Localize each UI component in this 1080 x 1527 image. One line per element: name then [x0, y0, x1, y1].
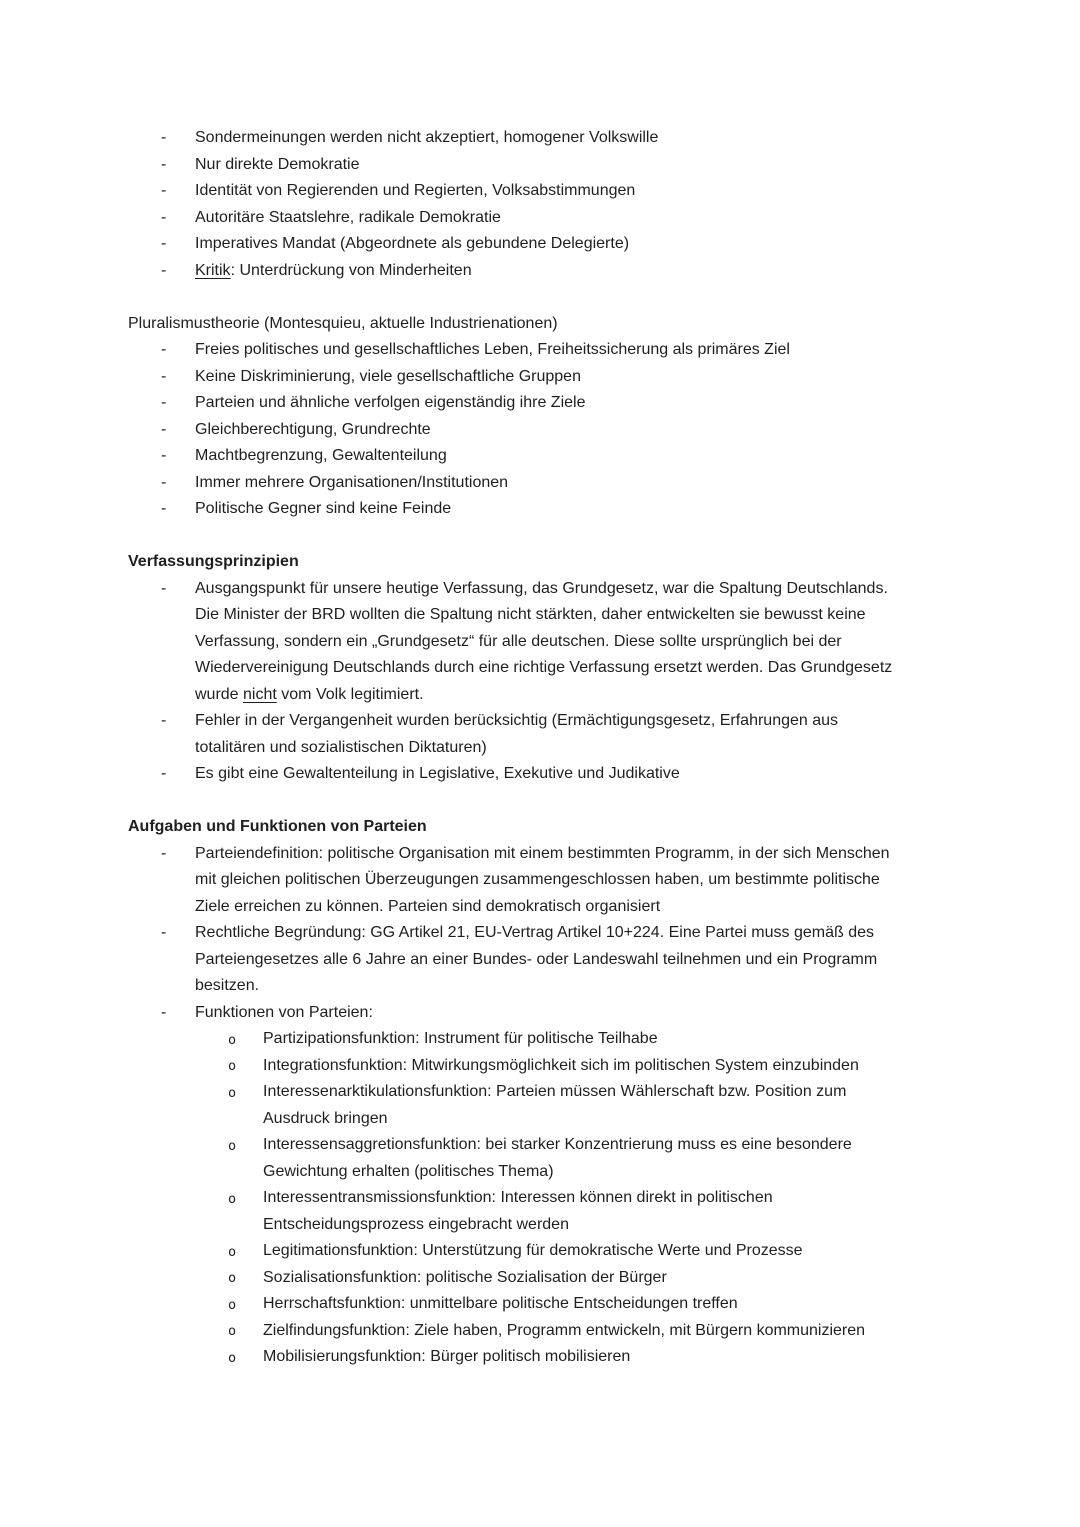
list-item	[128, 576, 898, 709]
dash-bullet-icon: -	[161, 447, 167, 464]
list-item-text	[195, 712, 838, 756]
list-item-text	[263, 1242, 803, 1259]
text-run: Interessenarktikulationsfunktion: Parteien müssen Wählerschaft bzw. Position zum Ausdruck bringen	[263, 1083, 847, 1127]
circle-bullet-icon: o	[228, 1270, 237, 1286]
text-run: Autoritäre Staatslehre, radikale Demokratie	[195, 208, 501, 226]
list-item-text	[263, 1269, 667, 1286]
list-item-text	[263, 1322, 865, 1339]
circle-bullet-icon: o	[228, 1323, 237, 1339]
list-item	[128, 231, 898, 258]
list-item-text	[195, 368, 581, 385]
list-item	[128, 1079, 886, 1132]
dash-bullet-icon: -	[161, 261, 167, 279]
list-item	[128, 1238, 886, 1265]
list-item	[128, 920, 898, 1000]
dash-bullet-icon: -	[161, 924, 167, 941]
bullet-list-level-1	[128, 841, 940, 1027]
text-run: Freies politisches und gesellschaftliches Leben, Freiheitssicherung als primäres Ziel	[195, 341, 790, 358]
dash-bullet-icon: -	[161, 367, 167, 385]
list-item-text	[195, 924, 877, 994]
text-run: Immer mehrere Organisationen/Institutionen	[195, 473, 509, 491]
bullet-list-level-2	[128, 1026, 940, 1371]
text-run: Sozialisationsfunktion: politische Sozialisation der Bürger	[263, 1268, 667, 1286]
list-item	[128, 205, 898, 232]
list-item-text	[195, 447, 447, 464]
list-item	[128, 708, 898, 761]
text-run: vom Volk legitimiert.	[276, 685, 424, 703]
list-item	[128, 443, 898, 470]
dash-bullet-icon: -	[161, 473, 167, 491]
dash-bullet-icon: -	[161, 182, 167, 199]
list-item	[128, 496, 898, 523]
list-item	[128, 364, 898, 391]
document-content	[128, 125, 940, 1371]
text-run: : Unterdrückung von Minderheiten	[230, 261, 472, 279]
text-run: Legitimationsfunktion: Unterstützung für demokratische Werte und Prozesse	[263, 1242, 803, 1259]
text-run: Mobilisierungsfunktion: Bürger politisch mobilisieren	[263, 1348, 631, 1365]
dash-bullet-icon: -	[161, 579, 167, 597]
circle-bullet-icon: o	[228, 1349, 237, 1366]
bullet-list-level-1	[128, 125, 940, 284]
text-run: Keine Diskriminierung, viele gesellschaftliche Gruppen	[195, 367, 581, 385]
circle-bullet-icon: o	[228, 1243, 237, 1260]
list-item-text	[195, 235, 629, 252]
text-run: Funktionen von Parteien:	[195, 1003, 373, 1021]
heading-text: Aufgaben und Funktionen von Parteien	[128, 818, 427, 835]
text-run: Nur direkte Demokratie	[195, 155, 360, 173]
list-item	[128, 1132, 886, 1185]
list-item	[128, 152, 898, 179]
dash-bullet-icon: -	[161, 155, 167, 173]
dash-bullet-icon: -	[161, 420, 167, 438]
dash-bullet-icon: -	[161, 765, 167, 782]
dash-bullet-icon: -	[161, 341, 167, 358]
list-item	[128, 1344, 886, 1371]
circle-bullet-icon: o	[228, 1084, 237, 1101]
underlined-text: Kritik	[195, 261, 231, 279]
list-item	[128, 258, 898, 285]
list-item	[128, 390, 898, 417]
heading-text: Pluralismustheorie (Montesquieu, aktuelle Industrienationen)	[128, 314, 558, 332]
heading-text: Verfassungsprinzipien	[128, 553, 299, 570]
list-item-text	[195, 580, 892, 703]
list-item-text	[263, 1083, 846, 1127]
circle-bullet-icon: o	[228, 1137, 237, 1154]
list-item-text	[195, 421, 431, 438]
underlined-text: nicht	[243, 685, 277, 703]
section-heading	[128, 814, 940, 841]
list-item	[128, 1053, 886, 1080]
bullet-list-level-1	[128, 576, 940, 788]
list-item	[128, 470, 898, 497]
list-item-text	[263, 1348, 630, 1365]
list-item-text	[195, 341, 790, 358]
list-item-text	[195, 474, 508, 491]
list-item-text	[195, 1004, 373, 1021]
dash-bullet-icon: -	[161, 1003, 167, 1021]
text-run: Fehler in der Vergangenheit wurden berücksichtig (Ermächtigungsgesetz, Erfahrungen aus totalitären und sozialistischen Diktaturen)	[195, 712, 839, 756]
text-run: Sondermeinungen werden nicht akzeptiert, homogener Volkswille	[195, 129, 659, 146]
text-run: Machtbegrenzung, Gewaltenteilung	[195, 447, 447, 464]
list-item-text	[263, 1030, 658, 1047]
list-item	[128, 1026, 886, 1053]
circle-bullet-icon: o	[228, 1190, 237, 1207]
list-item-text	[263, 1295, 738, 1312]
list-item	[128, 1291, 886, 1318]
list-item	[128, 417, 898, 444]
text-run: Integrationsfunktion: Mitwirkungsmöglichkeit sich im politischen System einzubinden	[263, 1056, 859, 1074]
dash-bullet-icon: -	[161, 235, 167, 252]
dash-bullet-icon: -	[161, 129, 167, 146]
text-run: Herrschaftsfunktion: unmittelbare politische Entscheidungen treffen	[263, 1295, 738, 1312]
list-item	[128, 1185, 886, 1238]
list-item	[128, 761, 898, 788]
text-run: Es gibt eine Gewaltenteilung in Legislative, Exekutive und Judikative	[195, 765, 680, 782]
text-run: Gleichberechtigung, Grundrechte	[195, 420, 431, 438]
list-item	[128, 178, 898, 205]
list-item-text	[195, 182, 635, 199]
text-run: Identität von Regierenden und Regierten, Volksabstimmungen	[195, 182, 636, 199]
list-item-text	[195, 262, 472, 279]
text-run: Ausgangspunkt für unsere heutige Verfassung, das Grundgesetz, war die Spaltung Deutschlands. Die Minister der BRD wollten die Spaltung nicht stärkten, daher entwickelten sie bewusst keine Verfassung, sondern ein „Grundgesetz“ für alle deutschen. Diese sollte ursprünglich bei der Wiedervereinigung Deutschlands durch eine richtige Verfassung ersetzt werden. Das Grundgesetz wurde	[195, 579, 893, 703]
text-run: Parteien und ähnliche verfolgen eigenständig ihre Ziele	[195, 394, 586, 411]
list-item-text	[263, 1136, 852, 1180]
list-item	[128, 125, 898, 152]
list-item	[128, 337, 898, 364]
list-item	[128, 841, 898, 921]
dash-bullet-icon: -	[161, 844, 167, 862]
circle-bullet-icon: o	[228, 1296, 237, 1313]
section-heading	[128, 311, 940, 338]
list-item-text	[195, 209, 501, 226]
text-run: Imperatives Mandat (Abgeordnete als gebundene Delegierte)	[195, 235, 630, 252]
text-run: Zielfindungsfunktion: Ziele haben, Programm entwickeln, mit Bürgern kommunizieren	[263, 1321, 866, 1339]
list-item	[128, 1265, 886, 1292]
dash-bullet-icon: -	[161, 208, 167, 226]
list-item-text	[195, 845, 890, 915]
list-item-text	[195, 765, 680, 782]
list-item-text	[195, 500, 451, 517]
list-item-text	[263, 1189, 773, 1233]
text-run: Politische Gegner sind keine Feinde	[195, 500, 452, 517]
text-run: Parteiendefinition: politische Organisation mit einem bestimmten Programm, in der sich Menschen mit gleichen politischen Überzeugungen zusammengeschlossen haben, um bestimmte politische Ziele erreichen zu können. Parteien sind demokratisch organisiert	[195, 844, 890, 915]
list-item-text	[195, 129, 658, 146]
dash-bullet-icon: -	[161, 712, 167, 729]
circle-bullet-icon: o	[228, 1031, 237, 1048]
dash-bullet-icon: -	[161, 500, 167, 517]
list-item-text	[195, 156, 360, 173]
list-item-text	[195, 394, 585, 411]
bullet-list-level-1	[128, 337, 940, 523]
dash-bullet-icon: -	[161, 394, 167, 411]
section-heading	[128, 549, 940, 576]
text-run: Interessentransmissionsfunktion: Interessen können direkt in politischen Entscheidungsprozess eingebracht werden	[263, 1189, 773, 1233]
list-item-text	[263, 1057, 859, 1074]
list-item	[128, 1318, 886, 1345]
list-item	[128, 1000, 898, 1027]
text-run: Partizipationsfunktion: Instrument für politische Teilhabe	[263, 1030, 658, 1047]
text-run: Interessensaggretionsfunktion: bei starker Konzentrierung muss es eine besondere Gewichtung erhalten (politisches Thema)	[263, 1136, 852, 1180]
circle-bullet-icon: o	[228, 1058, 237, 1074]
text-run: Rechtliche Begründung: GG Artikel 21, EU-Vertrag Artikel 10+224. Eine Partei muss gemäß des Parteiengesetzes alle 6 Jahre an einer Bundes- oder Landeswahl teilnehmen und ein Programm besitzen.	[195, 924, 878, 994]
